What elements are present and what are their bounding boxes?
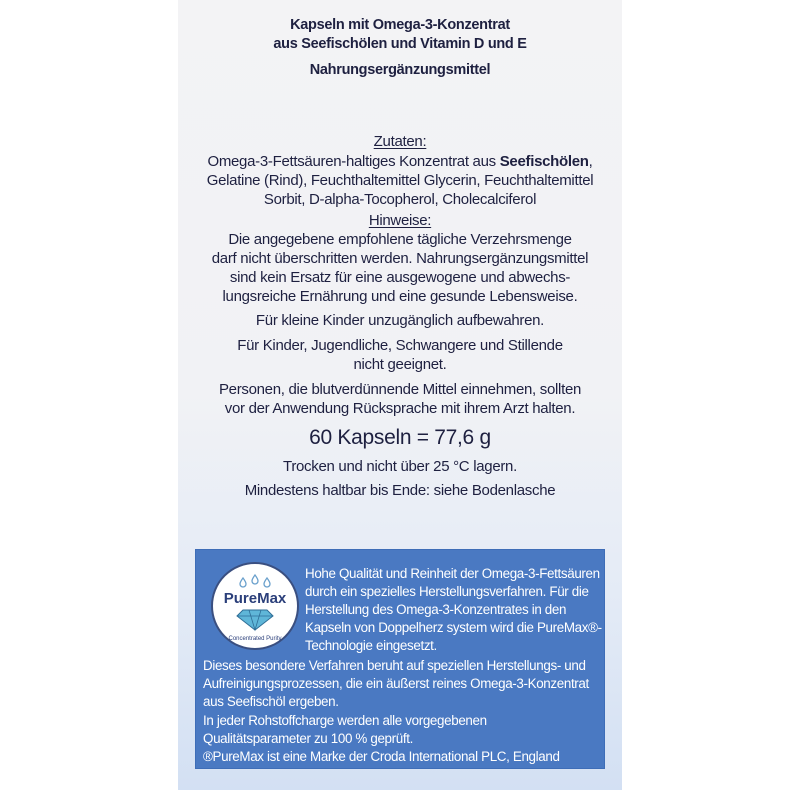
product-label-panel xyxy=(178,0,622,790)
puremax-info-box xyxy=(195,549,605,769)
notes-line: vor der Anwendung Rücksprache mit ihrem Arzt halten. xyxy=(224,400,576,417)
diamond-icon xyxy=(213,564,297,648)
notes-line: nicht geeignet. xyxy=(353,356,447,373)
quantity: 60 Kapseln = 77,6 g xyxy=(309,426,491,449)
notes-heading: Hinweise: xyxy=(368,212,432,229)
puremax-trademark-footnote: ®PureMax ist eine Marke der Croda International PLC, England xyxy=(203,749,560,764)
puremax-text: Hohe Qualität und Reinheit der Omega-3-Fettsäuren xyxy=(305,566,600,581)
puremax-text: Herstellung des Omega-3-Konzentrates in den xyxy=(305,602,567,617)
ingredients-heading: Zutaten: xyxy=(373,133,427,150)
notes-line: Die angegebene empfohlene tägliche Verzehrsmenge xyxy=(228,231,572,248)
ingredients-text: Omega-3-Fettsäuren-haltiges Konzentrat aus xyxy=(207,153,500,170)
notes-line: darf nicht überschritten werden. Nahrungsergänzungsmittel xyxy=(211,250,589,267)
notes-children-warning: Für kleine Kinder unzugänglich aufbewahren. xyxy=(255,312,545,329)
ingredients-text: , xyxy=(588,153,593,170)
puremax-text: Kapseln von Doppelherz system wird die PureMax®- xyxy=(305,620,602,635)
notes-line: Für Kinder, Jugendliche, Schwangere und Stillende xyxy=(237,337,563,354)
puremax-text: Dieses besondere Verfahren beruht auf speziellen Herstellungs- und xyxy=(203,658,586,673)
puremax-text: aus Seefischöl ergeben. xyxy=(203,694,339,709)
ingredients-line-2: Gelatine (Rind), Feuchthaltemittel Glycerin, Feuchthaltemittel xyxy=(206,172,594,189)
product-category: Nahrungsergänzungsmittel xyxy=(309,62,491,78)
puremax-text: In jeder Rohstoffcharge werden alle vorgegebenen xyxy=(203,713,487,728)
notes-line: Personen, die blutverdünnende Mittel einnehmen, sollten xyxy=(218,381,582,398)
ingredients-line-1 xyxy=(178,153,622,170)
svg-text:Concentrated Purity: Concentrated Purity xyxy=(228,636,282,642)
product-title-line-2: aus Seefischölen und Vitamin D und E xyxy=(273,36,527,52)
best-before: Mindestens haltbar bis Ende: siehe Bodenlasche xyxy=(244,482,556,499)
puremax-text: Qualitätsparameter zu 100 % geprüft. xyxy=(203,731,413,746)
ingredients-allergen: Seefischölen xyxy=(499,153,589,170)
puremax-text: Technologie eingesetzt. xyxy=(305,638,437,653)
puremax-logo xyxy=(211,562,299,650)
storage-instructions: Trocken und nicht über 25 °C lagern. xyxy=(283,458,517,475)
ingredients-line-3: Sorbit, D-alpha-Tocopherol, Cholecalciferol xyxy=(263,191,537,208)
product-title-line-1: Kapseln mit Omega-3-Konzentrat xyxy=(290,17,510,33)
notes-line: sind kein Ersatz für eine ausgewogene und abwechs- xyxy=(229,269,571,286)
puremax-text: Aufreinigungsprozessen, die ein äußerst reines Omega-3-Konzentrat xyxy=(203,676,589,691)
puremax-text: durch ein spezielles Herstellungsverfahren. Für die xyxy=(305,584,589,599)
svg-text:PureMax: PureMax xyxy=(223,590,287,607)
notes-line: lungsreiche Ernährung und eine gesunde Lebensweise. xyxy=(222,288,578,305)
